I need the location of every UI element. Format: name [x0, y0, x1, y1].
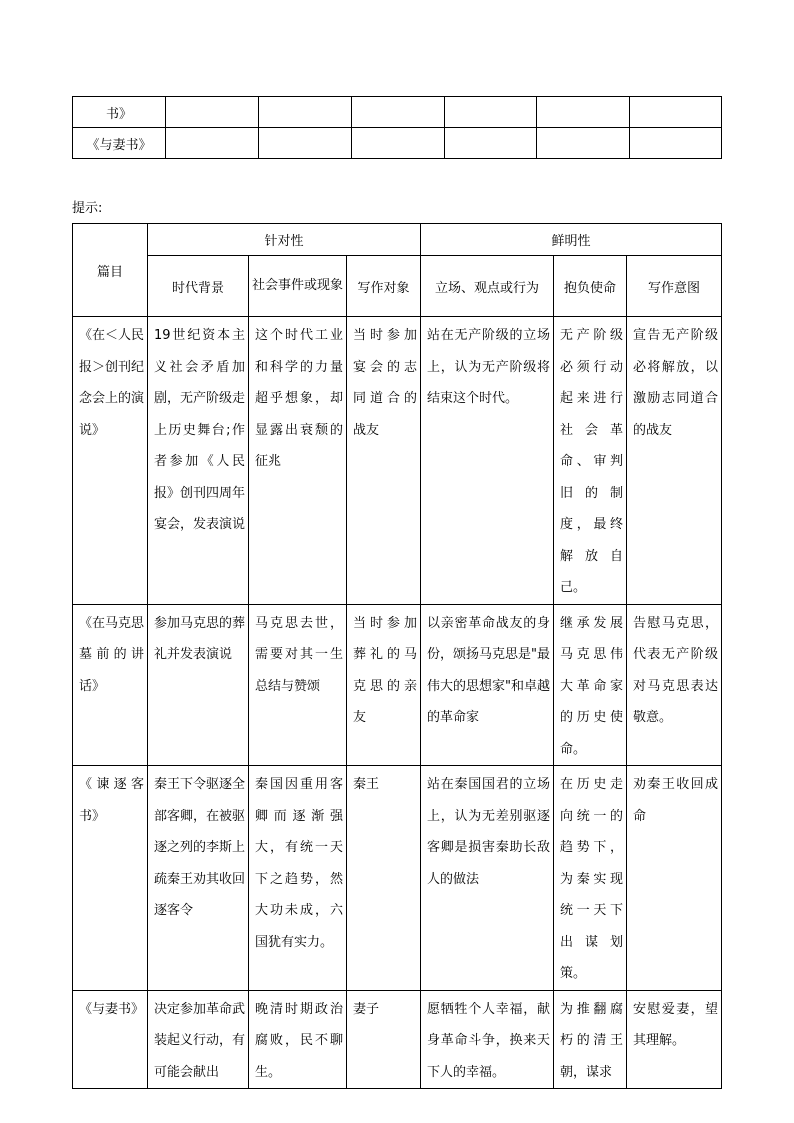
table-row [73, 97, 722, 128]
cell-background: 19世纪资本主义社会矛盾加剧，无产阶级走上历史舞台;作者参加《人民报》创刊四周年宴会，发表演说 [148, 317, 249, 605]
empty-cell [259, 97, 352, 128]
cell-title: 《在马克思墓前的讲话》 [73, 604, 148, 766]
cell-intent: 宣告无产阶级必将解放，以激励志同道合的战友 [627, 317, 722, 605]
cell-mission: 继承发展马克思伟大革命家的历史使命。 [554, 604, 627, 766]
cell-audience: 秦王 [347, 766, 421, 991]
empty-cell [166, 97, 259, 128]
header-stance: 立场、观点或行为 [421, 256, 554, 317]
cell-mission: 为推翻腐朽的清王朝，谋求 [554, 990, 627, 1089]
cell-background: 决定参加革命武装起义行动，有可能会献出 [148, 990, 249, 1089]
empty-cell [537, 128, 630, 159]
empty-cell [445, 97, 537, 128]
cell-audience: 当时参加宴会的志同道合的战友 [347, 317, 421, 605]
table-row [73, 317, 722, 605]
analysis-table [72, 223, 722, 1089]
cell-intent: 安慰爱妻，望其理解。 [627, 990, 722, 1089]
header-mission: 抱负使命 [554, 256, 627, 317]
header-title-col: 篇目 [73, 224, 148, 317]
header-background: 时代背景 [148, 256, 249, 317]
cell-intent: 劝秦王收回成命 [627, 766, 722, 991]
cell-stance: 以亲密革命战友的身份，颂扬马克思是"最伟大的思想家"和卓越的革命家 [421, 604, 554, 766]
table-row [73, 604, 722, 766]
header-audience: 写作对象 [347, 256, 421, 317]
cell-title: 《谏逐客书》 [73, 766, 148, 991]
row-title-cell: 书》 [73, 97, 166, 128]
empty-cell [630, 128, 722, 159]
empty-cell [352, 128, 445, 159]
cell-intent: 告慰马克思，代表无产阶级对马克思表达敬意。 [627, 604, 722, 766]
cell-mission: 在历史走向统一的趋势下，为秦实现统一天下出谋划策。 [554, 766, 627, 991]
cell-background: 秦王下令驱逐全部客卿，在被驱逐之列的李斯上疏秦王劝其收回逐客令 [148, 766, 249, 991]
empty-cell [259, 128, 352, 159]
header-row-columns [73, 256, 722, 317]
table-row [73, 990, 722, 1089]
hint-label: 提示: [72, 201, 103, 216]
cell-events: 晚清时期政治腐败，民不聊生。 [249, 990, 347, 1089]
cell-events: 这个时代工业和科学的力量超乎想象，却显露出衰颓的征兆 [249, 317, 347, 605]
top-table-fragment [72, 96, 722, 159]
header-row-groups [73, 224, 722, 256]
header-events: 社会事件或现象 [249, 256, 347, 317]
empty-cell [445, 128, 537, 159]
header-group-distinct: 鲜明性 [421, 224, 722, 256]
cell-background: 参加马克思的葬礼并发表演说 [148, 604, 249, 766]
empty-cell [166, 128, 259, 159]
cell-mission: 无产阶级必须行动起来进行社会革命、审判旧的制度，最终解放自己。 [554, 317, 627, 605]
cell-stance: 站在秦国国君的立场上，认为无差别驱逐客卿是损害秦助长敌人的做法 [421, 766, 554, 991]
cell-audience: 当时参加葬礼的马克思的亲友 [347, 604, 421, 766]
cell-stance: 站在无产阶级的立场上，认为无产阶级将结束这个时代。 [421, 317, 554, 605]
row-title-cell: 《与妻书》 [73, 128, 166, 159]
cell-audience: 妻子 [347, 990, 421, 1089]
cell-events: 秦国因重用客卿而逐渐强大，有统一天下之趋势，然大功未成，六国犹有实力。 [249, 766, 347, 991]
header-intent: 写作意图 [627, 256, 722, 317]
empty-cell [630, 97, 722, 128]
cell-title: 《与妻书》 [73, 990, 148, 1089]
empty-cell [537, 97, 630, 128]
cell-events: 马克思去世，需要对其一生总结与赞颂 [249, 604, 347, 766]
table-row [73, 128, 722, 159]
empty-cell [352, 97, 445, 128]
table-row [73, 766, 722, 991]
header-group-targeted: 针对性 [148, 224, 421, 256]
cell-title: 《在＜人民报＞创刊纪念会上的演说》 [73, 317, 148, 605]
cell-stance: 愿牺牲个人幸福，献身革命斗争，换来天下人的幸福。 [421, 990, 554, 1089]
